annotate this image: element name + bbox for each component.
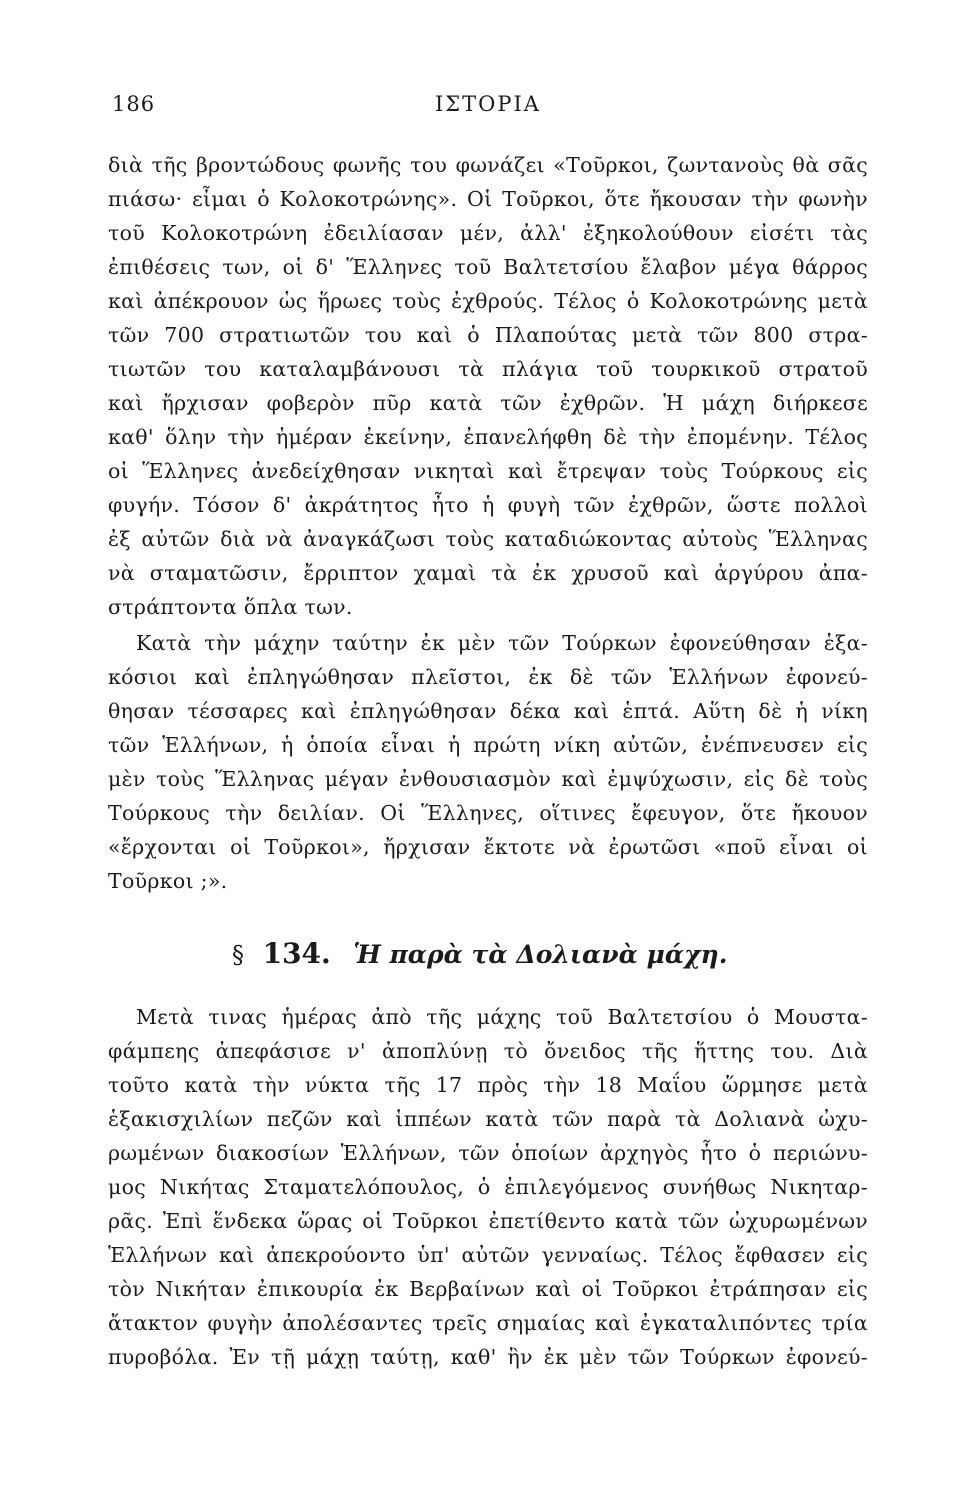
text-line: πυροβόλα. Ἐν τῇ μάχῃ ταύτῃ, καθ' ἣν ἐκ μὲν τῶν Τούρκων ἐφονεύ- <box>108 1345 868 1369</box>
section-sign: § <box>232 941 244 969</box>
text-line: τιωτῶν του καταλαμβάνουσι τὰ πλάγια τοῦ τουρκικοῦ στρατοῦ <box>108 357 868 381</box>
page-number: 186 <box>112 92 156 116</box>
section-number: 134. <box>262 937 331 970</box>
text-line: τοῦ Κολοκοτρώνη ἐδειλίασαν μέν, ἀλλ' ἐξηκολούθουν εἰσέτι τὰς <box>108 221 868 245</box>
text-line: καὶ ἤρχισαν φοβερὸν πῦρ κατὰ τῶν ἐχθρῶν. Ἡ μάχη διήρκεσε <box>108 391 868 415</box>
text-line: ἑξακισχιλίων πεζῶν καὶ ἱππέων κατὰ τῶν παρὰ τὰ Δολιανὰ ὠχυ- <box>108 1107 868 1131</box>
text-line: Τούρκους τὴν δειλίαν. Οἱ Ἕλληνες, οἵτινες ἔφευγον, ὅτε ἤκουον <box>108 801 868 825</box>
text-line: οἱ Ἕλληνες ἀνεδείχθησαν νικηταὶ καὶ ἔτρεψαν τοὺς Τούρκους εἰς <box>108 459 868 483</box>
text-line: Μετὰ τινας ἡμέρας ἀπὸ τῆς μάχης τοῦ Βαλτετσίου ὁ Μουστα- <box>136 1005 868 1029</box>
text-line: τὸν Νικήταν ἐπικουρία ἐκ Βερβαίνων καὶ οἱ Τοῦρκοι ἐτράπησαν εἰς <box>108 1277 868 1301</box>
text-line: νὰ σταματῶσιν, ἔρριπτον χαμαὶ τὰ ἐκ χρυσοῦ καὶ ἀργύρου ἀπα- <box>108 561 868 585</box>
text-line: στράπτοντα ὅπλα των. <box>108 595 353 619</box>
text-line: καθ' ὅλην τὴν ἡμέραν ἐκείνην, ἐπανελήφθη δὲ τὴν ἐπομένην. Τέλος <box>108 425 868 449</box>
text-line: Κατὰ τὴν μάχην ταύτην ἐκ μὲν τῶν Τούρκων ἐφονεύθησαν ἑξα- <box>136 631 868 655</box>
text-line: «ἔρχονται οἱ Τοῦρκοι», ἤρχισαν ἔκτοτε νὰ ἐρωτῶσι «ποῦ εἶναι οἱ <box>108 835 868 859</box>
text-line: ρᾶς. Ἐπὶ ἕνδεκα ὥρας οἱ Τοῦρκοι ἐπετίθεντο κατὰ τῶν ὠχυρωμένων <box>108 1209 868 1233</box>
text-line: θησαν τέσσαρες καὶ ἐπληγώθησαν δέκα καὶ ἑπτά. Αὕτη δὲ ἡ νίκη <box>108 699 868 723</box>
text-line: κόσιοι καὶ ἐπληγώθησαν πλεῖστοι, ἐκ δὲ τῶν Ἑλλήνων ἐφονεύ- <box>108 665 868 689</box>
text-line: φάμπεης ἀπεφάσισε ν' ἀποπλύνῃ τὸ ὄνειδος τῆς ἥττης του. Διὰ <box>108 1039 868 1063</box>
text-line: τῶν Ἑλλήνων, ἡ ὁποία εἶναι ἡ πρώτη νίκη αὐτῶν, ἐνέπνευσεν εἰς <box>108 733 868 757</box>
text-line: τοῦτο κατὰ τὴν νύκτα τῆς 17 πρὸς τὴν 18 Μαΐου ὥρμησε μετὰ <box>108 1073 868 1097</box>
text-line: ρωμένων διακοσίων Ἑλλήνων, τῶν ὁποίων ἀρχηγὸς ἦτο ὁ περιώνυ- <box>108 1141 868 1165</box>
text-line: Τοῦρκοι ;». <box>108 869 228 893</box>
text-line: ἄτακτον φυγὴν ἀπολέσαντες τρεῖς σημαίας καὶ ἐγκαταλιπόντες τρία <box>108 1311 868 1335</box>
running-title: ΙΣΤΟΡΙΑ <box>435 92 541 116</box>
text-line: διὰ τῆς βροντώδους φωνῆς του φωνάζει «Τοῦρκοι, ζωντανοὺς θὰ σᾶς <box>108 153 868 177</box>
text-line: μος Νικήτας Σταματελόπουλος, ὁ ἐπιλεγόμενος συνήθως Νικηταρ- <box>108 1175 868 1199</box>
text-line: μὲν τοὺς Ἕλληνας μέγαν ἐνθουσιασμὸν καὶ ἐμψύχωσιν, εἰς δὲ τοὺς <box>108 767 868 791</box>
text-line: τῶν 700 στρατιωτῶν του καὶ ὁ Πλαπούτας μετὰ τῶν 800 στρα- <box>108 323 868 347</box>
text-line: φυγήν. Τόσον δ' ἀκράτητος ἦτο ἡ φυγὴ τῶν ἐχθρῶν, ὥστε πολλοὶ <box>108 493 868 517</box>
text-line: ἐπιθέσεις των, οἱ δ' Ἕλληνες τοῦ Βαλτετσίου ἔλαβον μέγα θάρρος <box>108 255 868 279</box>
text-line: καὶ ἀπέκρουον ὡς ἥρωες τοὺς ἐχθρούς. Τέλος ὁ Κολοκοτρώνης μετὰ <box>108 289 868 313</box>
running-head <box>112 92 864 118</box>
text-line: Ἑλλήνων καὶ ἀπεκρούοντο ὑπ' αὐτῶν γενναίως. Τέλος ἔφθασεν εἰς <box>108 1243 868 1267</box>
text-line: πιάσω· εἶμαι ὁ Κολοκοτρώνης». Οἱ Τοῦρκοι, ὅτε ἤκουσαν τὴν φωνὴν <box>108 187 868 211</box>
section-title: Ἡ παρὰ τὰ Δολιανὰ μάχη. <box>353 940 728 969</box>
section-heading <box>232 934 792 974</box>
text-line: ἐξ αὐτῶν διὰ νὰ ἀναγκάζωσι τοὺς καταδιώκοντας αὐτοὺς Ἕλληνας <box>108 527 868 551</box>
